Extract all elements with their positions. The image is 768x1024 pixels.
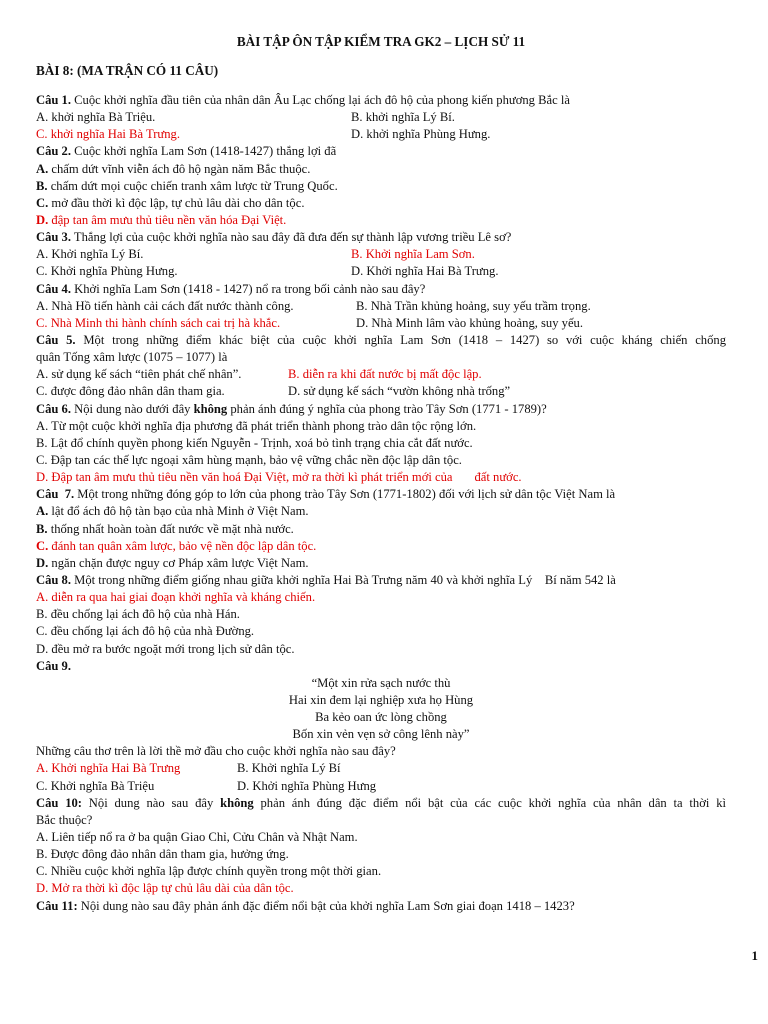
question-2 (36, 143, 726, 160)
poem-line: “Một xin rửa sạch nước thù (311, 675, 451, 690)
question-text: Khởi nghĩa Lam Sơn (1418 - 1427) nổ ra trong bối cảnh nào sau đây? (71, 281, 426, 296)
option-a: A. Từ một cuộc khởi nghĩa địa phương đã phát triển thành phong trào dân tộc rộng lớn. (36, 418, 477, 433)
option-b: B. thống nhất hoàn toàn đất nước về mặt nhà nước. (36, 521, 294, 536)
question-list (36, 92, 726, 915)
option-c-answer: C. đánh tan quân xâm lược, bảo vệ nền độc lập dân tộc. (36, 538, 317, 553)
question-text: Thắng lợi của cuộc khởi nghĩa nào sau đây đã đưa đến sự thành lập vương triều Lê sơ? (71, 230, 512, 245)
option-d-answer: D. đập tan âm mưu thủ tiêu nền văn hóa Đại Việt. (36, 212, 287, 227)
option-b: B. đều chống lại ách đô hộ của nhà Hán. (36, 607, 240, 622)
question-1 (36, 92, 726, 109)
question-label: Câu 10: (36, 795, 82, 810)
question-text: Cuộc khởi nghĩa Lam Sơn (1418-1427) thắng lợi đã (71, 144, 337, 159)
question-label: Câu 7. (36, 487, 75, 502)
option-d-answer: D. Mở ra thời kì độc lập tự chủ lâu dài của dân tộc. (36, 881, 294, 896)
question-9 (36, 658, 726, 675)
question-text: Một trong những điểm giống nhau giữa khởi nghĩa Hai Bà Trưng năm 40 và khởi nghĩa Lý Bí năm 542 là (71, 572, 616, 587)
section-heading: BÀI 8: (MA TRẬN CÓ 11 CÂU) (36, 63, 219, 78)
poem-line: Ba kẻo oan ức lòng chồng (315, 710, 447, 725)
option-d: D. Khởi nghĩa Phùng Hưng (237, 778, 377, 793)
option-d: D. đều mở ra bước ngoặt mới trong lịch sử dân tộc. (36, 641, 295, 656)
option-d: D. sử dụng kế sách “vườn không nhà trống” (288, 384, 511, 399)
option-b: B. Khởi nghĩa Lý Bí (237, 761, 341, 776)
option-b: B. Được đông đảo nhân dân tham gia, hưởng ứng. (36, 847, 289, 862)
option-a: A. Khởi nghĩa Lý Bí. (36, 247, 144, 262)
option-a: A. khởi nghĩa Bà Triệu. (36, 110, 156, 125)
question-label: Câu 2. (36, 144, 71, 159)
question-text-cont: Bắc thuộc? (36, 812, 93, 827)
option-c-answer: C. Nhà Minh thi hành chính sách cai trị hà khắc. (36, 315, 281, 330)
poem-line: Bốn xin vẻn vẹn sở công lênh này” (292, 727, 470, 742)
question-label: Câu 6. (36, 401, 71, 416)
option-a-answer: A. Khởi nghĩa Hai Bà Trưng (36, 761, 181, 776)
option-b: B. khởi nghĩa Lý Bí. (351, 110, 455, 125)
option-d: D. Khởi nghĩa Hai Bà Trưng. (351, 264, 499, 279)
question-8 (36, 572, 726, 589)
option-a: A. Nhà Hồ tiến hành cải cách đất nước thành công. (36, 298, 294, 313)
option-b: B. Nhà Trần khủng hoảng, suy yếu trầm trọng. (356, 298, 591, 313)
option-c: C. Khởi nghĩa Bà Triệu (36, 778, 155, 793)
question-6: Câu 6. Nội dung nào dưới đây không phản ánh đúng ý nghĩa của phong trào Tây Sơn (1771 - 1789)? (36, 401, 547, 416)
page-number: 1 (751, 948, 758, 963)
option-d: D. Nhà Minh lâm vào khủng hoảng, suy yếu. (356, 315, 584, 330)
page-title: BÀI TẬP ÔN TẬP KIỂM TRA GK2 – LỊCH SỬ 11 (236, 34, 526, 49)
question-label: Câu 3. (36, 230, 71, 245)
option-c-answer: C. khởi nghĩa Hai Bà Trưng. (36, 127, 180, 142)
option-a-answer: A. diễn ra qua hai giai đoạn khởi nghĩa và kháng chiến. (36, 590, 316, 605)
question-text: Nội dung nào sau đây phản ánh đặc điểm nổi bật của khởi nghĩa Lam Sơn giai đoạn 1418 – 1423? (77, 898, 575, 913)
option-a: A. Liên tiếp nổ ra ở ba quận Giao Chỉ, Cửu Chân và Nhật Nam. (36, 830, 358, 845)
option-c: C. Đập tan các thế lực ngoại xâm hùng mạnh, bảo vệ vững chắc nền độc lập dân tộc. (36, 452, 462, 467)
question-label: Câu 5. (36, 332, 76, 347)
poem-line: Hai xin đem lại nghiệp xưa họ Hùng (288, 692, 474, 707)
option-c: C. đều chống lại ách đô hộ của nhà Đường. (36, 624, 255, 639)
question-7 (36, 486, 726, 503)
option-d: D. khởi nghĩa Phùng Hưng. (351, 127, 491, 142)
question-text-cont: quân Tống xâm lược (1075 – 1077) là (36, 350, 228, 365)
option-a: A. sử dụng kế sách “tiên phát chế nhân”. (36, 367, 242, 382)
question-11 (36, 898, 726, 915)
question-label: Câu 1. (36, 93, 71, 107)
question-text: Một trong những điểm khác biệt của cuộc khởi nghĩa Lam Sơn (1418 – 1427) so với cuộc kháng chiến chống (75, 332, 726, 347)
question-label: Câu 4. (36, 281, 71, 296)
option-b-answer: B. diễn ra khi đất nước bị mất độc lập. (288, 367, 482, 382)
question-3 (36, 229, 726, 246)
question-text: Cuộc khởi nghĩa đầu tiên của nhân dân Âu Lạc chống lại ách đô hộ của phong kiến phương Bắc là (71, 93, 570, 107)
question-text: Một trong những đóng góp to lớn của phong trào Tây Sơn (1771-1802) đối với lịch sử dân tộc Việt Nam là (74, 487, 616, 502)
option-d: D. ngăn chặn được nguy cơ Pháp xâm lược Việt Nam. (36, 555, 309, 570)
option-c: C. mở đầu thời kì độc lập, tự chủ lâu dài cho dân tộc. (36, 195, 305, 210)
option-b-answer: B. Khởi nghĩa Lam Sơn. (351, 247, 475, 262)
option-d-answer: D. Đập tan âm mưu thủ tiêu nền văn hoá Đại Việt, mở ra thời kì phát triển mới của đất nước. (36, 470, 522, 485)
option-b: B. Lật đổ chính quyền phong kiến Nguyễn - Trịnh, xoá bỏ tình trạng chia cắt đất nước. (36, 435, 473, 450)
question-10: Câu 10: Nội dung nào sau đây không phản ánh đúng đặc điểm nổi bật của các cuộc khởi nghĩa của nhân dân ta thời kì (36, 795, 726, 810)
question-label: Câu 9. (36, 658, 71, 673)
question-5 (36, 332, 726, 349)
question-text: Những câu thơ trên là lời thề mở đầu cho cuộc khởi nghĩa nào sau đây? (36, 744, 396, 759)
option-a: A. lật đổ ách đô hộ tàn bạo của nhà Minh ở Việt Nam. (36, 504, 309, 519)
option-c: C. Nhiều cuộc khởi nghĩa lập được chính quyền trong một thời gian. (36, 864, 382, 879)
question-label: Câu 11: (36, 898, 78, 913)
option-c: C. Khởi nghĩa Phùng Hưng. (36, 264, 178, 279)
option-c: C. được đông đảo nhân dân tham gia. (36, 384, 225, 399)
option-b: B. chấm dứt mọi cuộc chiến tranh xâm lược từ Trung Quốc. (36, 178, 338, 193)
question-4 (36, 281, 726, 298)
option-a: A. chấm dứt vĩnh viễn ách đô hộ ngàn năm Bắc thuộc. (36, 161, 311, 176)
question-label: Câu 8. (36, 572, 71, 587)
